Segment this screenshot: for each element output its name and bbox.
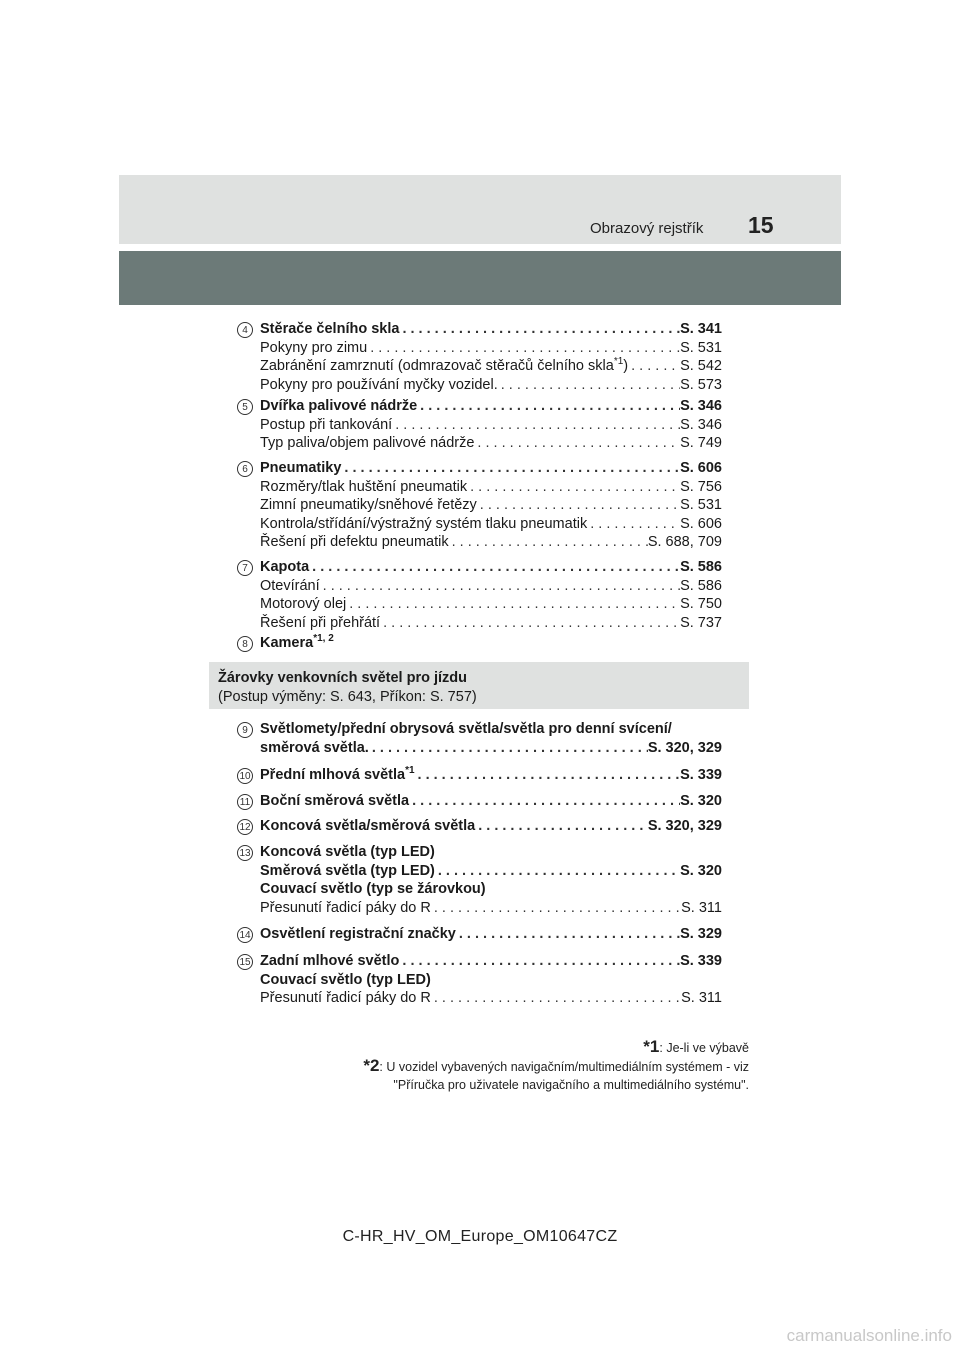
item-number-badge: 4 [237, 322, 253, 338]
entry-label: Zimní pneumatiky/sněhové řetězy [260, 497, 477, 513]
entry-line [260, 459, 722, 478]
entry-line [260, 320, 722, 339]
entry-label: Řešení při přehřátí [260, 614, 381, 631]
entry-line [260, 843, 722, 862]
entry-line [260, 496, 722, 515]
leader-dots [498, 376, 680, 395]
entry-line [260, 558, 722, 577]
section-banner [119, 251, 841, 305]
entry-label-suffix: ) [623, 358, 629, 374]
document-id: C-HR_HV_OM_Europe_OM10647CZ [342, 1228, 618, 1245]
page-reference[interactable]: S. 346 [680, 416, 722, 433]
page-reference[interactable]: S. 531 [680, 497, 722, 513]
entry-label: Boční směrová světla [260, 793, 410, 809]
leader-dots [346, 595, 680, 614]
leader-dots [320, 577, 680, 596]
entry-label: Přesunutí řadicí páky do R [260, 990, 431, 1006]
leader-dots [380, 614, 680, 633]
leader-dots [475, 817, 648, 836]
leader-dots [399, 952, 680, 971]
entry-line [260, 766, 722, 785]
leader-dots [477, 496, 680, 515]
page-reference[interactable]: S. 749 [680, 435, 722, 451]
entry-label: Pokyny pro zimu [260, 339, 368, 356]
entry-label: Couvací světlo (typ se žárovkou) [260, 881, 486, 897]
entry-label: Stěrače čelního skla [260, 321, 400, 337]
page-reference[interactable]: S. 688, 709 [647, 534, 722, 550]
leader-dots [587, 515, 680, 534]
entry-line [260, 397, 722, 416]
page-reference[interactable]: S. 750 [680, 596, 722, 612]
leader-dots [431, 989, 681, 1008]
leader-dots [467, 478, 680, 497]
entry-line [260, 925, 722, 944]
index-entry [260, 843, 722, 917]
entry-label: Couvací světlo (typ LED) [260, 971, 431, 988]
entry-label: Přesunutí řadicí páky do R [260, 899, 431, 916]
item-number-badge: 12 [237, 819, 253, 835]
page-reference[interactable]: S. 542 [680, 358, 722, 374]
entry-label: Kamera [260, 635, 314, 651]
entry-line [260, 357, 722, 376]
entry-label: Kapota [260, 559, 310, 575]
leader-dots [392, 416, 680, 435]
item-number-badge: 13 [237, 845, 253, 861]
entry-label: Koncová světla (typ LED) [260, 844, 435, 860]
page-reference[interactable]: S. 329 [680, 926, 722, 942]
entry-label: Směrová světla (typ LED) [260, 862, 435, 879]
entry-line [260, 614, 722, 633]
footnotes [269, 1038, 749, 1094]
leader-dots [474, 434, 680, 453]
entry-label: Rozměry/tlak huštění pneumatik [260, 478, 468, 495]
leader-dots [367, 339, 680, 358]
entry-line [260, 376, 722, 395]
entry-line [260, 515, 722, 534]
footnote-1-text: : Je-li ve výbavě [659, 1041, 749, 1055]
entry-line [260, 478, 722, 497]
index-entry [260, 952, 722, 1008]
page-reference[interactable]: S. 320, 329 [647, 739, 722, 756]
entry-line [260, 339, 722, 358]
watermark: carmanualsonline.info [786, 1326, 952, 1345]
entry-label: Typ paliva/objem palivové nádrže [260, 435, 475, 451]
bulb-section-subtitle: (Postup výměny: S. 643, Příkon: S. 757) [218, 689, 477, 705]
entry-footnote-mark: *1 [405, 765, 415, 777]
page-reference[interactable]: S. 339 [680, 767, 722, 783]
bulb-section-box [209, 662, 749, 709]
leader-dots [449, 533, 648, 552]
page-reference[interactable]: S. 339 [680, 953, 722, 969]
entry-label: Motorový olej [260, 596, 347, 612]
footnote-2 [269, 1057, 749, 1076]
entry-line [260, 577, 722, 596]
item-number-badge: 10 [237, 768, 253, 784]
entry-line [260, 634, 722, 653]
entry-line [260, 899, 722, 918]
item-number-badge: 6 [237, 461, 253, 477]
footnote-2-text-1: : U vozidel vybavených navigačním/multimediálním systémem - viz [379, 1060, 749, 1074]
item-number-badge: 5 [237, 399, 253, 415]
entry-line [260, 739, 722, 758]
page-reference[interactable]: S. 573 [680, 376, 722, 393]
index-entry [260, 925, 722, 944]
item-number-badge: 7 [237, 560, 253, 576]
index-entry [260, 397, 722, 453]
entry-label: Zabránění zamrznutí (odmrazovač stěračů čelního skla [260, 358, 614, 374]
entry-line [260, 880, 722, 899]
footnote-1-mark: *1 [643, 1037, 660, 1056]
leader-dots [417, 397, 680, 416]
entry-line [260, 416, 722, 435]
entry-label: Světlomety/přední obrysová světla/světla pro denní svícení/ [260, 721, 672, 737]
leader-dots [431, 899, 681, 918]
page-reference[interactable]: S. 320 [680, 793, 722, 809]
index-entry [260, 320, 722, 394]
leader-dots [309, 558, 680, 577]
leader-dots [456, 925, 680, 944]
item-number-badge: 11 [237, 794, 253, 810]
entry-line [260, 533, 722, 552]
page-reference[interactable]: S. 311 [681, 899, 722, 916]
leader-dots [341, 459, 680, 478]
footnote-2-text-2: "Příručka pro uživatele navigačního a multimediálního systému". [393, 1078, 749, 1092]
page-reference[interactable]: S. 346 [680, 398, 722, 414]
entry-footnote-mark: *1, 2 [313, 633, 334, 645]
leader-dots [435, 862, 680, 881]
page-reference[interactable]: S. 311 [681, 990, 722, 1006]
entry-line [260, 595, 722, 614]
entry-label: Pneumatiky [260, 460, 342, 476]
index-entry [260, 634, 722, 653]
entry-label: Zadní mlhové světlo [260, 953, 400, 969]
page-reference[interactable]: S. 606 [680, 515, 722, 532]
page-reference[interactable]: S. 756 [680, 478, 722, 495]
page-reference[interactable]: S. 341 [680, 321, 722, 337]
page-reference[interactable]: S. 606 [680, 460, 722, 476]
index-entry [260, 720, 722, 757]
entry-label: Koncová světla/směrová světla [260, 818, 476, 834]
index-entry [260, 558, 722, 632]
footnote-2-mark: *2 [363, 1056, 380, 1075]
index-entry [260, 459, 722, 552]
entry-label: Osvětlení registrační značky [260, 926, 456, 942]
page-reference[interactable]: S. 531 [680, 339, 722, 356]
entry-line [260, 434, 722, 453]
entry-line [260, 952, 722, 971]
leader-dots [369, 739, 648, 758]
entry-label: Dvířka palivové nádrže [260, 398, 418, 414]
chapter-title: Obrazový rejstřík [590, 220, 704, 237]
footnote-1 [269, 1038, 749, 1057]
entry-line [260, 971, 722, 990]
entry-line [260, 720, 722, 739]
entry-line [260, 817, 722, 836]
page-number: 15 [748, 212, 774, 238]
item-number-badge: 15 [237, 954, 253, 970]
entry-footnote-mark: *1 [613, 356, 624, 368]
entry-line [260, 792, 722, 811]
item-number-badge: 8 [237, 636, 253, 652]
entry-label: Přední mlhová světla [260, 767, 406, 783]
entry-label: Postup při tankování [260, 416, 393, 433]
index-entry [260, 766, 722, 785]
leader-dots [399, 320, 680, 339]
page-reference[interactable]: S. 586 [680, 559, 722, 575]
index-entry [260, 817, 722, 836]
bulb-section-title: Žárovky venkovních světel pro jízdu [218, 670, 467, 686]
page-reference[interactable]: S. 586 [680, 577, 722, 594]
entry-label: Otevírání [260, 577, 320, 594]
page-reference[interactable]: S. 320 [680, 862, 722, 879]
item-number-badge: 9 [237, 722, 253, 738]
leader-dots [409, 792, 680, 811]
header-band [119, 175, 841, 244]
entry-label: Pokyny pro používání myčky vozidel. [260, 376, 498, 393]
page-reference[interactable]: S. 320, 329 [647, 818, 722, 834]
index-entry [260, 792, 722, 811]
leader-dots [415, 766, 681, 785]
entry-label: Kontrola/střídání/výstražný systém tlaku pneumatik [260, 515, 588, 532]
entry-line [260, 989, 722, 1008]
item-number-badge: 14 [237, 927, 253, 943]
page-reference[interactable]: S. 737 [680, 614, 722, 631]
entry-label: Řešení při defektu pneumatik [260, 534, 449, 550]
entry-line [260, 862, 722, 881]
leader-dots [628, 357, 680, 376]
entry-label: směrová světla. [260, 739, 369, 756]
